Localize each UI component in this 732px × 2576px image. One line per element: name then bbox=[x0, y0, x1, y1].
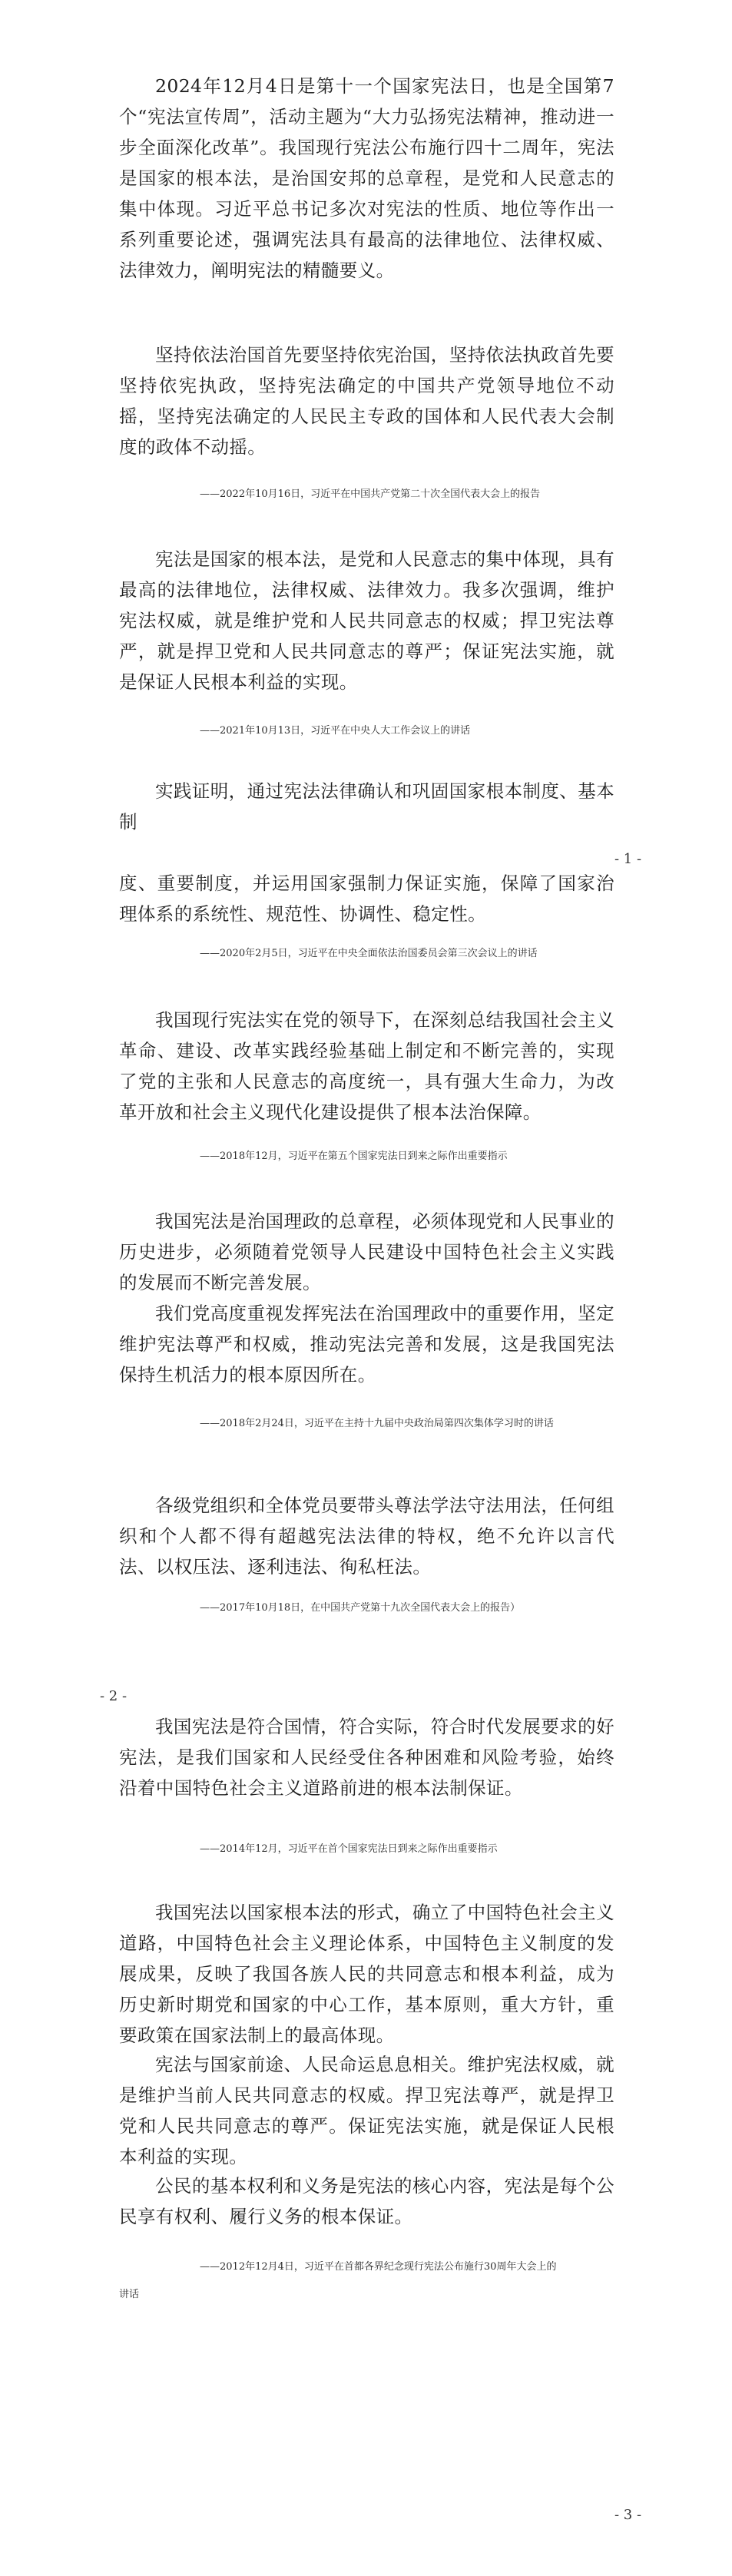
quote-2020-text-part2: 度、重要制度，并运用国家强制力保证实施，保障了国家治理体系的系统性、规范性、协调性、稳定性。 bbox=[119, 872, 614, 925]
page-number-2: - 2 - bbox=[100, 1688, 128, 1704]
quote-2012-text-2: 宪法与国家前途、人民命运息息相关。维护宪法权威，就是维护当前人民共同意志的权威。捍卫宪法尊严，就是捍卫党和人民共同意志的尊严。保证宪法实施，就是保证人民根本利益的实现。 bbox=[119, 2054, 614, 2167]
quote-2022-source: ——2022年10月16日，习近平在中国共产党第二十次全国代表大会上的报告 bbox=[200, 488, 541, 500]
quote-2020-text-part1: 实践证明，通过宪法法律确认和巩固国家根本制度、基本制 bbox=[119, 780, 614, 833]
quote-2018-feb-text-1: 我国宪法是治国理政的总章程，必须体现党和人民事业的历史进步，必须随着党领导人民建设中国特色社会主义实践的发展而不断完善发展。 bbox=[119, 1210, 614, 1293]
quote-2017-source: ——2017年10月18日，在中国共产党第十九次全国代表大会上的报告） bbox=[200, 1602, 521, 1614]
intro-paragraph: 2024年12月4日是第十一个国家宪法日，也是全国第7个“宪法宣传周”，活动主题为“大力弘扬宪法精神，推动进一步全面深化改革”。我国现行宪法公布施行四十二周年，宪法是国家的根本法，是治国安邦的总章程，是党和人民意志的集中体现。习近平总书记多次对宪法的性质、地位等作出一系列重要论述，强调宪法具有最高的法律地位、法律权威、法律效力，阐明宪法的精髓要义。 bbox=[119, 75, 614, 281]
quote-2012-source-line1: ——2012年12月4日，习近平在首都各界纪念现行宪法公布施行30周年大会上的 bbox=[200, 2261, 557, 2273]
quote-2020-source: ——2020年2月5日，习近平在中央全面依法治国委员会第三次会议上的讲话 bbox=[200, 948, 538, 959]
quote-2021-source: ——2021年10月13日，习近平在中央人大工作会议上的讲话 bbox=[200, 725, 471, 737]
page-number-3: - 3 - bbox=[614, 2507, 642, 2523]
quote-2017-text: 各级党组织和全体党员要带头尊法学法守法用法，任何组织和个人都不得有超越宪法法律的特权，绝不允许以言代法、以权压法、逐利违法、徇私枉法。 bbox=[119, 1495, 614, 1578]
quote-2022-text: 坚持依法治国首先要坚持依宪治国，坚持依法执政首先要坚持依宪执政，坚持宪法确定的中国共产党领导地位不动摇，坚持宪法确定的人民民主专政的国体和人民代表大会制度的政体不动摇。 bbox=[119, 344, 614, 458]
quote-2012-source-line2: 讲话 bbox=[119, 2289, 140, 2300]
quote-2014-source: ——2014年12月，习近平在首个国家宪法日到来之际作出重要指示 bbox=[200, 1843, 498, 1855]
quote-2021-text: 宪法是国家的根本法，是党和人民意志的集中体现，具有最高的法律地位，法律权威、法律效力。我多次强调，维护宪法权威，就是维护党和人民共同意志的权威；捍卫宪法尊严，就是捍卫党和人民共同意志的尊严；保证宪法实施，就是保证人民根本利益的实现。 bbox=[119, 548, 614, 693]
page-number-1: - 1 - bbox=[614, 851, 642, 867]
quote-2014-text: 我国宪法是符合国情，符合实际，符合时代发展要求的好宪法，是我们国家和人民经受住各种困难和风险考验，始终沿着中国特色社会主义道路前进的根本法制保证。 bbox=[119, 1716, 614, 1799]
quote-2018-feb-source: ——2018年2月24日，习近平在主持十九届中央政治局第四次集体学习时的讲话 bbox=[200, 1418, 554, 1429]
quote-2018-dec-source: ——2018年12月，习近平在第五个国家宪法日到来之际作出重要指示 bbox=[200, 1151, 508, 1162]
quote-2018-feb-text-2: 我们党高度重视发挥宪法在治国理政中的重要作用，坚定维护宪法尊严和权威，推动宪法完善和发展，这是我国宪法保持生机活力的根本原因所在。 bbox=[119, 1303, 614, 1386]
quote-2012-text-3: 公民的基本权利和义务是宪法的核心内容，宪法是每个公民享有权利、履行义务的根本保证。 bbox=[119, 2175, 614, 2227]
quote-2018-dec-text: 我国现行宪法实在党的领导下，在深刻总结我国社会主义革命、建设、改革实践经验基础上制定和不断完善的，实现了党的主张和人民意志的高度统一，具有强大生命力，为改革开放和社会主义现代化建设提供了根本法治保障。 bbox=[119, 1009, 614, 1123]
quote-2012-text-1: 我国宪法以国家根本法的形式，确立了中国特色社会主义道路，中国特色社会主义理论体系，中国特色主义制度的发展成果，反映了我国各族人民的共同意志和根本利益，成为历史新时期党和国家的中心工作，基本原则，重大方针，重要政策在国家法制上的最高体现。 bbox=[119, 1902, 614, 2046]
